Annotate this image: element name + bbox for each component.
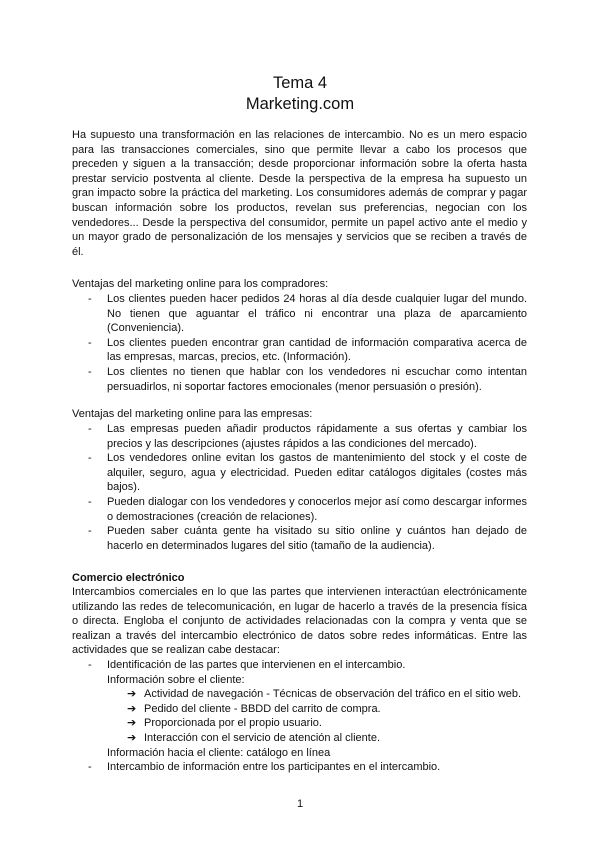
client-info-label: Información sobre el cliente:: [107, 673, 245, 686]
list-item-text: Los vendedores online evitan los gastos de mantenimiento del stock y el coste de alquiler, seguro, agua y electricidad. Pueden editar catálogos digitales (costes más bajos).: [107, 452, 527, 494]
dash-bullet-icon: -: [88, 336, 92, 349]
list-item: [72, 365, 527, 394]
dash-bullet-icon: -: [88, 365, 92, 378]
list-item-text: Pedido del cliente - BBDD del carrito de compra.: [144, 702, 381, 715]
list-item-text: Pueden dialogar con los vendedores y conocerlos mejor así como descargar informes o demostraciones (creación de relaciones).: [107, 495, 527, 523]
dash-bullet-icon: -: [88, 293, 92, 305]
dash-bullet-icon: -: [88, 525, 92, 538]
list-item: [127, 702, 527, 717]
companies-heading: Ventajas del marketing online para las empresas:: [72, 408, 313, 420]
to-client-info-label: Información hacia el cliente: catálogo en línea: [107, 746, 331, 759]
list-item: [72, 336, 527, 365]
client-info-list: [107, 687, 527, 745]
right-arrow-icon: ➔: [127, 702, 137, 715]
ecommerce-intro-paragraph: Intercambios comerciales en lo que las partes que intervienen interactúan electrónicamente utilizando las redes de telecomunicación, en lugar de hacerlo a través de la presencia física o directa. Engloba el conjunto de actividades relacionadas con la compra y venta que se realizan a través del intercambio electrónico de datos sobre redes informáticas. Entre las actividades que se realizan cabe destacar:: [72, 586, 527, 657]
list-item-text: Proporcionada por el propio usuario.: [144, 717, 322, 730]
ecommerce-heading: Comercio electrónico: [72, 572, 185, 584]
list-item: [127, 731, 527, 746]
list-item-text: Interacción con el servicio de atención al cliente.: [144, 731, 381, 744]
page-number: 1: [296, 798, 304, 810]
list-item: [72, 658, 527, 760]
companies-list: [72, 422, 527, 553]
list-item-text: Actividad de navegación - Técnicas de observación del tráfico en el sitio web.: [144, 688, 522, 701]
ecommerce-activities-list: [72, 658, 527, 775]
dash-bullet-icon: -: [88, 761, 92, 774]
list-item-text: Pueden saber cuánta gente ha visitado su sitio online y cuántos han dejado de hacerlo en determinados lugares del sitio (tamaño de la audiencia).: [107, 525, 527, 552]
page-title-name: Marketing.com: [245, 95, 355, 113]
list-item-text: Los clientes no tienen que hablar con los vendedores ni escuchar como intentan persuadirlos, ni soportar factores emocionales (menor persuasión o presión).: [107, 365, 527, 393]
list-item: [127, 716, 527, 731]
dash-bullet-icon: -: [88, 452, 92, 465]
dash-bullet-icon: -: [88, 659, 92, 671]
list-item-text: Los clientes pueden hacer pedidos 24 horas al día desde cualquier lugar del mundo. No tienen que aguantar el tráfico ni encontrar una plaza de aparcamiento (Conveniencia).: [107, 293, 527, 335]
list-item: [72, 524, 527, 553]
list-item-text: Los clientes pueden encontrar gran cantidad de información comparativa acerca de las empresas, marcas, precios, etc. (Información).: [107, 336, 527, 364]
list-item: [72, 451, 527, 495]
list-item: [72, 292, 527, 336]
intro-paragraph: Ha supuesto una transformación en las relaciones de intercambio. No es un mero espacio para las transacciones comerciales, sino que permite llevar a cabo los procesos que preceden y siguen a la transacción; desde proporcionar información sobre la oferta hasta prestar servicio postventa al cliente. Desde la perspectiva de la empresa ha supuesto un gran impacto sobre la práctica del marketing. Los consumidores además de comprar y pagar buscan información sobre los productos, revelan sus preferencias, negocian con los vendedores... Desde la perspectiva del consumidor, permite un papel activo ante el medio y un mayor grado de personalización de los mensajes y servicios que se reciben a través de él.: [72, 129, 527, 258]
right-arrow-icon: ➔: [127, 688, 137, 701]
list-item: [127, 687, 527, 702]
dash-bullet-icon: -: [88, 495, 92, 508]
buyers-list: [72, 292, 527, 394]
right-arrow-icon: ➔: [127, 717, 137, 730]
list-item-text: Intercambio de información entre los participantes en el intercambio.: [107, 761, 441, 774]
activity-identification: Identificación de las partes que intervienen en el intercambio.: [107, 659, 406, 671]
right-arrow-icon: ➔: [127, 731, 137, 744]
dash-bullet-icon: -: [88, 423, 92, 435]
list-item: [72, 422, 527, 451]
list-item-text: Las empresas pueden añadir productos rápidamente a sus ofertas y cambiar los precios y las descripciones (ajustes rápidos a las condiciones del mercado).: [107, 423, 527, 450]
list-item: [72, 760, 527, 775]
page-title-topic: Tema 4: [272, 74, 328, 92]
buyers-heading: Ventajas del marketing online para los compradores:: [72, 278, 329, 290]
list-item: [72, 495, 527, 524]
